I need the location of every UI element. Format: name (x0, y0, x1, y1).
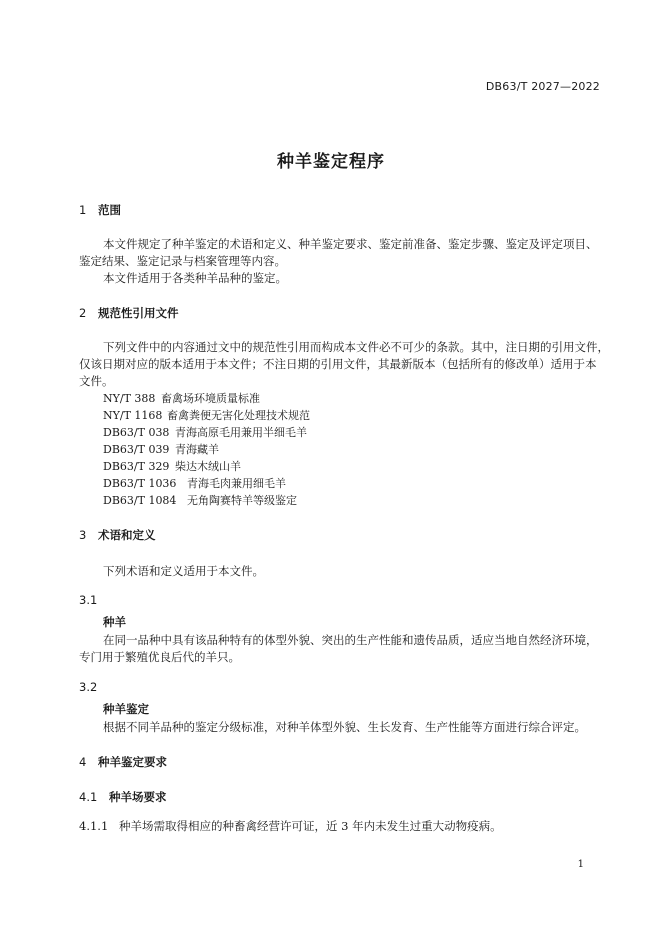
document-code: DB63/T 2027—2022 (485, 80, 600, 93)
section-4-1-number: 4.1 (79, 790, 98, 804)
document-title: 种羊鉴定程序 (277, 152, 385, 172)
section-2-intro-line-3: 文件。 (79, 374, 114, 388)
clause-4-1-1-number: 4.1.1 (79, 819, 109, 833)
section-1-para-1-line-2: 鉴定结果、鉴定记录与档案管理等内容。 (79, 254, 286, 268)
section-1-para-1-line-1: 本文件规定了种羊鉴定的术语和定义、种羊鉴定要求、鉴定前准备、鉴定步骤、鉴定及评定项目、 (103, 237, 598, 251)
reference-code: DB63/T 1036 (103, 477, 177, 490)
clause-4-1-1-text: 种羊场需取得相应的种畜禽经营许可证，近 3 年内未发生过重大动物疫病。 (119, 819, 502, 833)
term-3-1-definition-line-2: 专门用于繁殖优良后代的羊只。 (79, 650, 240, 664)
reference-title: 青海毛肉兼用细毛羊 (187, 477, 286, 490)
reference-code: DB63/T 038 (103, 426, 170, 439)
section-3-intro: 下列术语和定义适用于本文件。 (103, 564, 264, 578)
section-4-title: 种羊鉴定要求 (98, 755, 167, 769)
reference-item (103, 475, 286, 491)
section-1-number: 1 (79, 203, 87, 217)
section-1-title: 范围 (98, 203, 121, 217)
reference-item (103, 441, 219, 457)
reference-title: 畜禽场环境质量标准 (161, 392, 260, 405)
reference-item (103, 458, 241, 474)
section-1-heading (79, 202, 121, 218)
section-4-number: 4 (79, 755, 87, 769)
section-4-1-title: 种羊场要求 (109, 790, 167, 804)
term-3-2-number: 3.2 (79, 680, 98, 694)
page-number: 1 (577, 859, 584, 870)
term-3-1-name: 种羊 (103, 615, 126, 629)
section-3-number: 3 (79, 528, 87, 542)
section-2-number: 2 (79, 306, 87, 320)
section-4-1-heading (79, 789, 167, 805)
reference-code: NY/T 1168 (103, 409, 163, 422)
section-1-para-2: 本文件适用于各类种羊品种的鉴定。 (103, 271, 287, 285)
section-4-heading (79, 754, 167, 770)
term-3-2-definition-line-1: 根据不同羊品种的鉴定分级标准，对种羊体型外貌、生长发育、生产性能等方面进行综合评定。 (103, 720, 586, 734)
section-2-title: 规范性引用文件 (98, 306, 179, 320)
section-2-intro-line-1: 下列文件中的内容通过文中的规范性引用而构成本文件必不可少的条款。其中，注日期的引用文件， (103, 340, 609, 354)
reference-item (103, 390, 260, 406)
reference-item (103, 407, 310, 423)
reference-code: DB63/T 1084 (103, 494, 177, 507)
section-2-intro-line-2: 仅该日期对应的版本适用于本文件；不注日期的引用文件，其最新版本（包括所有的修改单）适用于本 (79, 357, 597, 371)
reference-title: 柴达木绒山羊 (175, 460, 241, 473)
reference-code: DB63/T 329 (103, 460, 170, 473)
reference-title: 青海藏羊 (175, 443, 219, 456)
section-3-heading (79, 527, 156, 543)
reference-code: DB63/T 039 (103, 443, 170, 456)
section-3-title: 术语和定义 (98, 528, 156, 542)
reference-title: 畜禽粪便无害化处理技术规范 (167, 409, 310, 422)
clause-4-1-1 (79, 818, 502, 834)
term-3-1-number: 3.1 (79, 593, 98, 607)
reference-title: 青海高原毛用兼用半细毛羊 (175, 426, 307, 439)
reference-item (103, 492, 297, 508)
term-3-2-name: 种羊鉴定 (103, 702, 149, 716)
reference-code: NY/T 388 (103, 392, 156, 405)
reference-title: 无角陶赛特羊等级鉴定 (187, 494, 297, 507)
reference-item (103, 424, 307, 440)
section-2-heading (79, 305, 179, 321)
term-3-1-definition-line-1: 在同一品种中具有该品种特有的体型外貌、突出的生产性能和遗传品质，适应当地自然经济环境， (103, 633, 598, 647)
